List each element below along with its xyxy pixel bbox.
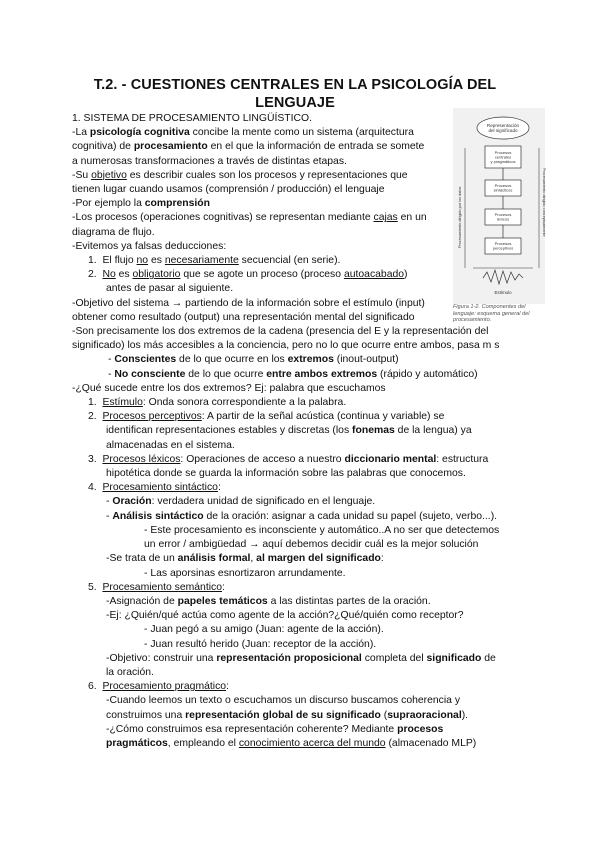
paragraph-line: obtener como resultado (output) una representación mental del significado [72,311,415,323]
list-item-cont: la oración. [106,666,154,678]
title-line-2: LENGUAJE [255,95,335,111]
box-label-syntactic: Procesos sintácticos [493,183,513,193]
list-item-cont: hipotética donde se guarda la información sobre las palabras que conocemos. [106,468,466,480]
list-item-cont: identifican representaciones estables y discretas (los fonemas de la lengua) ya [106,425,472,437]
left-axis-label: Procesamiento dirigido por los datos [458,186,462,248]
list-item-cont: almacenadas en el sistema. [106,439,235,451]
list-item: 1. Estímulo: Onda sonora correspondiente a la palabra. [88,397,347,409]
list-item-cont: - Las aporsinas esnortizaron arrundamente. [144,567,346,579]
list-item: 2. No es obligatorio que se agote un proceso (proceso autoacabado) [88,269,408,281]
list-item: 3. Procesos léxicos: Operaciones de acceso a nuestro diccionario mental: estructura [88,453,489,465]
box-label-central: Procesos centrales y pragmáticos [490,150,516,165]
figure-caption: Figura 1-2. Componentes del lenguaje: esquema general del procesamiento. [453,304,530,324]
section-heading: 1. SISTEMA DE PROCESAMIENTO LINGÜÍSTICO. [72,113,312,124]
list-item: - No consciente de lo que ocurre entre ambos extremos (rápido y automático) [108,368,478,380]
paragraph-line: cognitiva) de procesamiento en el que la información de entrada se somete [72,141,425,153]
paragraph-line: significado) los más accesibles a la conciencia, pero no lo que ocurre entre ambos, pasa m s [72,340,500,352]
paragraph-line: tienen lugar cuando usamos (comprensión / producción) el lenguaje [72,184,385,196]
list-item-cont: antes de pasar al siguiente. [106,283,234,295]
list-item-cont: - Oración: verdadera unidad de significado en el lenguaje. [106,496,376,508]
list-item-cont: construimos una representación global de su significado (supraoracional). [106,709,469,721]
paragraph-line: -Son precisamente los dos extremos de la cadena (presencia del E y la representación del [72,326,489,338]
paragraph-line: -La psicología cognitiva concibe la mente como un sistema (arquitectura [72,127,414,139]
list-item: 1. El flujo no es necesariamente secuencial (en serie). [88,255,341,267]
figure-top-label: Representación del significado [486,123,520,133]
list-item-cont: -Ej: ¿Quién/qué actúa como agente de la acción?¿Qué/quién como receptor? [106,610,464,622]
list-item: - Conscientes de lo que ocurre en los extremos (inout-output) [108,354,399,366]
paragraph-line: -Los procesos (operaciones cognitivas) se representan mediante cajas en un [72,212,427,224]
list-item-cont: - Juan resultó herido (Juan: receptor de la acción). [144,638,377,650]
flow-diagram-figure [453,108,545,320]
list-item-cont: - Este procesamiento es inconsciente y automático..A no ser que detectemos [144,524,500,536]
document-title [60,76,530,112]
paragraph-line: -Objetivo del sistema → partiendo de la información sobre el estímulo (input) [72,297,425,309]
list-item-cont: un error / ambigüedad → aquí debemos decidir cuál es la mejor solución [144,539,479,551]
list-item-cont: -Cuando leemos un texto o escuchamos un discurso buscamos coherencia y [106,695,461,707]
list-item: 4. Procesamiento sintáctico: [88,482,221,494]
list-item: 2. Procesos perceptivos: A partir de la señal acústica (continua y variable) se [88,411,445,423]
paragraph-line: -¿Qué sucede entre los dos extremos? Ej: palabra que escuchamos [72,382,386,394]
box-label-lexical: Procesos léxicos [494,212,512,222]
list-item-cont: -¿Cómo construimos esa representación coherente? Mediante procesos [106,723,444,735]
right-axis-label: Procesamiento dirigido conceptualmente [542,168,546,237]
list-item: 6. Procesamiento pragmático: [88,681,229,693]
list-item-cont: -Objetivo: construir una representación proposicional completa del significado de [106,652,496,664]
list-item-cont: - Análisis sintáctico de la oración: asignar a cada unidad su papel (sujeto, verbo...). [106,510,498,522]
paragraph-line: diagrama de flujo. [72,226,155,238]
list-item-cont: - Juan pegó a su amigo (Juan: agente de la acción). [144,624,384,636]
list-item-cont: pragmáticos, empleando el conocimiento acerca del mundo (almacenado MLP) [106,737,477,749]
box-label-perceptual: Procesos perceptivos [492,241,514,251]
paragraph-line: -Por ejemplo la comprensión [72,198,211,210]
paragraph-line: -Su objetivo es describir cuales son los procesos y representaciones que [72,169,408,181]
paragraph-line: -Evitemos ya falsas deducciones: [72,240,227,252]
figure-bottom-label: Estímulo [494,290,512,295]
title-line-1: T.2. - CUESTIONES CENTRALES EN LA PSICOLOGÍA DEL [93,77,497,93]
list-item: 5. Procesamiento semántico: [88,581,225,593]
paragraph-line: a numerosas transformaciones a través de distintas etapas. [72,155,347,167]
list-item-cont: -Asignación de papeles temáticos a las distintas partes de la oración. [106,595,431,607]
list-item-cont: -Se trata de un análisis formal, al margen del significado: [106,553,384,565]
